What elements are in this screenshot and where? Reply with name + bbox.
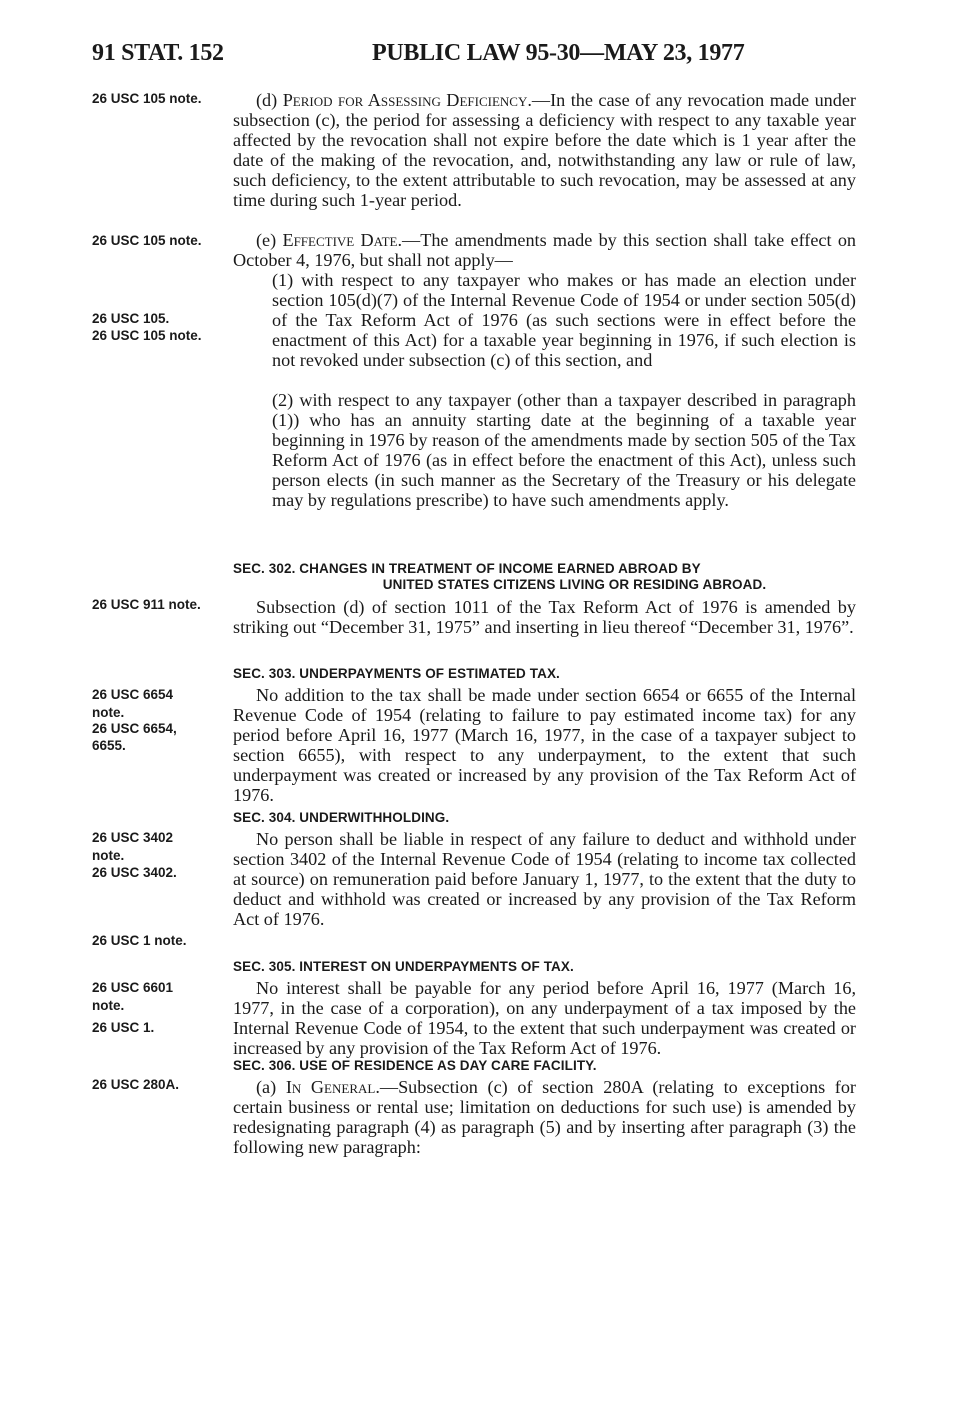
paragraph-2-text: (2) with respect to any taxpayer (other than a taxpayer described in paragraph (1)) who has an annuity starting date at the beginning of a taxable year beginning in 1976 by reason of the amendments made by section 505 of the Tax Reform Act of 1976 (as in effect before the enactment of this Act), unless such person elects (in such manner as the Secretary of the Treasury or his delegate may by regulations prescribe) to have such amendments apply.	[272, 390, 856, 510]
subsection-d-label: (d)	[256, 90, 283, 110]
paragraph-1	[272, 270, 856, 370]
margin-note: note.	[92, 848, 125, 863]
margin-note: 26 USC 105.	[92, 311, 170, 326]
margin-note: 26 USC 280A.	[92, 1077, 180, 1092]
paragraph-2	[272, 390, 856, 510]
section-306-a-heading: In General	[285, 1077, 376, 1097]
paragraph-1-text: (1) with respect to any taxpayer who makes or has made an election under section 105(d)(7) of the Internal Revenue Code of 1954 or under section 505(d) of the Tax Reform Act of 1976 (as such sections were in effect before the enactment of this Act) for a taxable year beginning in 1976, if such election is not revoked under subsection (c) of this section, and	[272, 270, 856, 370]
section-304-text: No person shall be liable in respect of any failure to deduct and withhold under section 3402 of the Internal Revenue Code of 1954 (relating to income tax collected at source) on remuneration paid before January 1, 1977, to the extent that the duty to deduct and withhold was created or increased by any provision of the Tax Reform Act of 1976.	[233, 829, 856, 929]
section-302-heading	[233, 561, 856, 593]
margin-note: 26 USC 6654,	[92, 721, 177, 736]
margin-note: 26 USC 105 note.	[92, 233, 202, 248]
section-302-heading-line2: UNITED STATES CITIZENS LIVING OR RESIDING ABROAD.	[382, 577, 767, 592]
section-302-heading-line1: SEC. 302. CHANGES IN TREATMENT OF INCOME EARNED ABROAD BY	[233, 561, 701, 576]
subsection-d-text: .—In the case of any revocation made under subsection (c), the period for assessing a deficiency with respect to any taxable year affected by the revocation shall not expire before the date which is 1 year after the date of the making of the revocation, and, notwithstanding any law or rule of law, such deficiency, to the extent attributable to such revocation, may be assessed at any time during such 1-year period.	[233, 90, 856, 210]
margin-note: 26 USC 105 note.	[92, 328, 202, 343]
section-306-a-label: (a)	[256, 1077, 286, 1097]
margin-note: 26 USC 6654	[92, 687, 174, 702]
subsection-e	[233, 230, 856, 270]
subsection-d-heading: Period for Assessing Deficiency	[282, 90, 528, 110]
section-303-text-block	[233, 685, 856, 805]
margin-note: note.	[92, 998, 125, 1013]
margin-note: 26 USC 3402.	[92, 865, 177, 880]
section-306-text-block	[233, 1077, 856, 1157]
margin-note: 26 USC 911 note.	[92, 597, 201, 612]
margin-note: note.	[92, 705, 125, 720]
margin-note: 6655.	[92, 738, 126, 753]
section-306-a-text: .—Subsection (c) of section 280A (relating to exceptions for certain business or rental use; limitation on deductions for such use) is amended by redesignating paragraph (4) as paragraph (5) and by inserting after paragraph (3) the following new paragraph:	[233, 1077, 856, 1157]
stat-page-number: 91 STAT. 152	[92, 40, 224, 66]
section-302-text-block	[233, 597, 856, 637]
section-305-text: No interest shall be payable for any period before April 16, 1977 (March 16, 1977, in the case of a corporation), on any underpayment of a tax imposed by the Internal Revenue Code of 1954, to the extent that such underpayment was created or increased by any provision of the Tax Reform Act of 1976.	[233, 978, 856, 1058]
section-305-heading: SEC. 305. INTEREST ON UNDERPAYMENTS OF TAX.	[233, 959, 574, 974]
subsection-e-text: .—The amendments made by this section shall take effect on October 4, 1976, but shall not apply—	[233, 230, 857, 270]
margin-note: 26 USC 3402	[92, 830, 174, 845]
margin-note: 26 USC 6601	[92, 980, 174, 995]
margin-note: 26 USC 1.	[92, 1020, 155, 1035]
section-303-text: No addition to the tax shall be made under section 6654 or 6655 of the Internal Revenue Code of 1954 (relating to failure to pay estimated income tax) for any period before April 16, 1977 (March 16, 1977, in the case of a taxpayer subject to section 6655), with respect to any underpayment, to the extent that such underpayment was created or increased by any provision of the Tax Reform Act of 1976.	[233, 685, 856, 805]
running-header-title: PUBLIC LAW 95-30—MAY 23, 1977	[372, 40, 745, 66]
section-303-heading: SEC. 303. UNDERPAYMENTS OF ESTIMATED TAX.	[233, 666, 560, 681]
section-304-text-block	[233, 829, 856, 929]
subsection-e-heading: Effective Date	[282, 230, 398, 250]
subsection-d	[233, 90, 856, 210]
section-305-text-block	[233, 978, 856, 1058]
subsection-e-label: (e)	[256, 230, 283, 250]
section-302-text: Subsection (d) of section 1011 of the Tax Reform Act of 1976 is amended by striking out “December 31, 1975” and inserting in lieu thereof “December 31, 1976”.	[233, 597, 856, 637]
section-304-heading: SEC. 304. UNDERWITHHOLDING.	[233, 810, 450, 825]
margin-note: 26 USC 1 note.	[92, 933, 187, 948]
section-306-heading: SEC. 306. USE OF RESIDENCE AS DAY CARE FACILITY.	[233, 1058, 597, 1073]
margin-note: 26 USC 105 note.	[92, 91, 202, 106]
